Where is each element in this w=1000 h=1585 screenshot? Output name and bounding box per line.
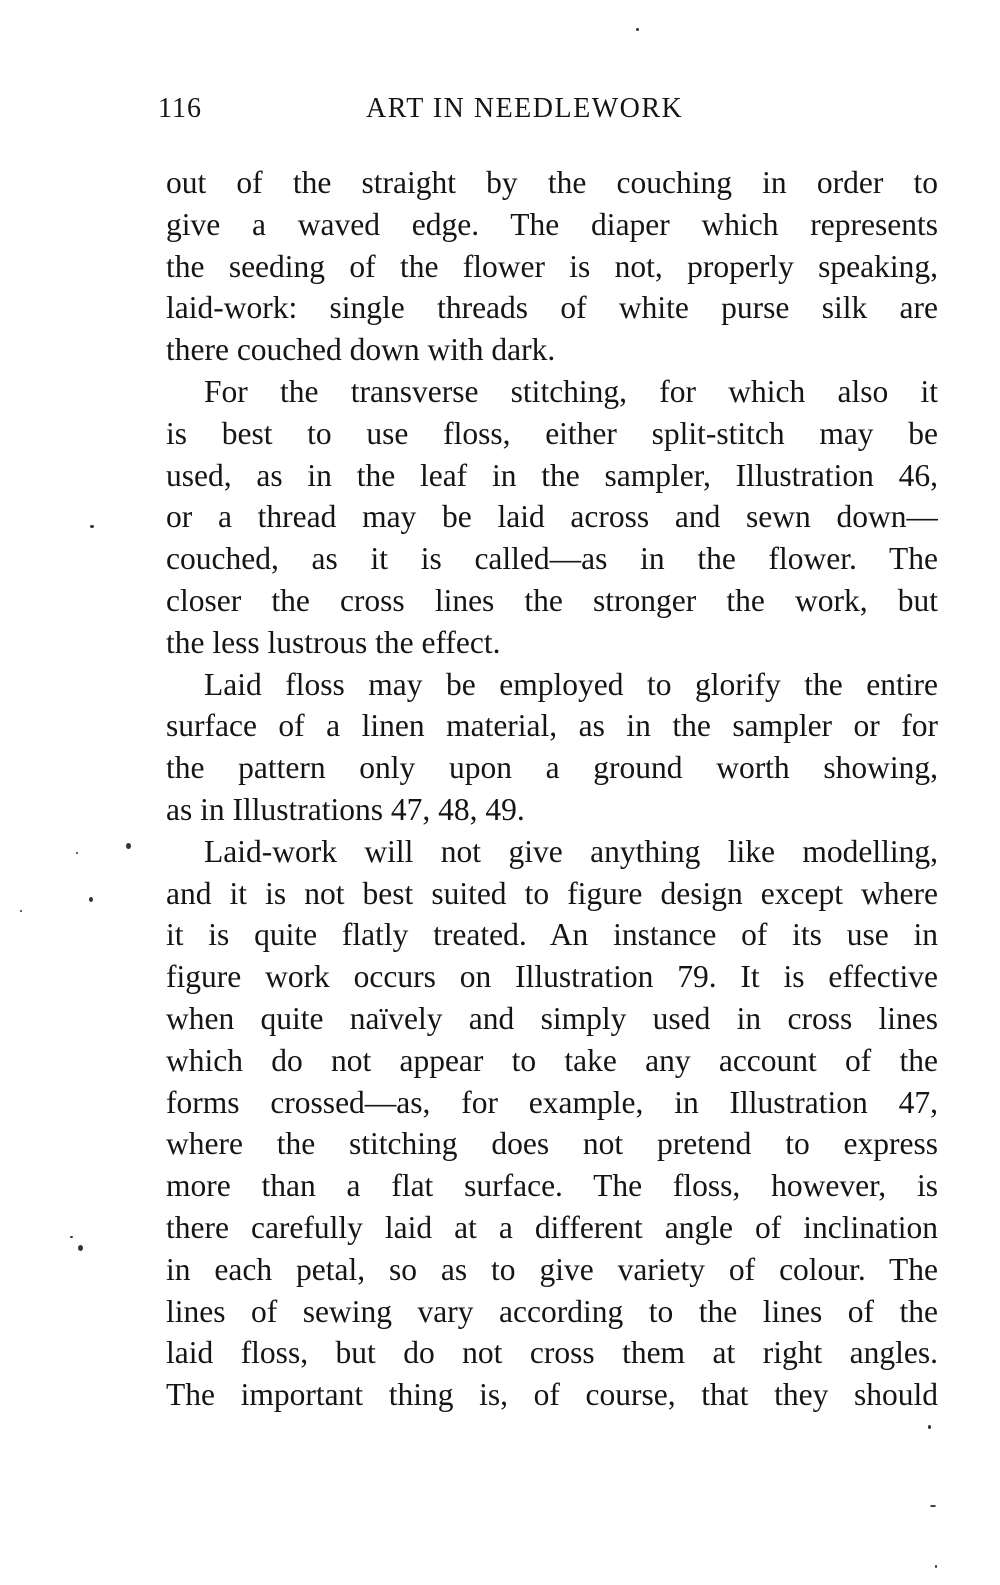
- text-line: is best to use floss, either split-stitch may be: [166, 415, 938, 451]
- text-line: more than a flat surface. The floss, however, is: [166, 1168, 938, 1204]
- text-line: couched, as it is called—as in the flower. The: [166, 541, 938, 577]
- running-head: [158, 93, 938, 133]
- scan-speck: [90, 525, 94, 528]
- scan-speck: [636, 28, 639, 31]
- scan-speck: [20, 910, 22, 912]
- text-line: give a waved edge. The diaper which represents: [166, 206, 938, 242]
- scan-speck: [76, 852, 78, 854]
- text-line: closer the cross lines the stronger the work, but: [166, 582, 938, 618]
- text-line: Laid-work will not give anything like modelling,: [204, 833, 938, 869]
- scan-speck: [78, 1245, 83, 1251]
- scan-speck: [935, 1565, 937, 1568]
- scan-speck: [928, 1425, 931, 1429]
- text-line: where the stitching does not pretend to express: [166, 1126, 938, 1162]
- text-line: forms crossed—as, for example, in Illustration 47,: [166, 1084, 938, 1120]
- text-line: which do not appear to take any account of the: [166, 1042, 938, 1078]
- text-line: there carefully laid at a different angle of inclination: [166, 1209, 938, 1245]
- text-line: there couched down with dark.: [166, 332, 556, 368]
- text-line: and it is not best suited to figure design except where: [166, 875, 938, 911]
- scan-speck: [930, 1505, 936, 1507]
- text-line: For the transverse stitching, for which also it: [204, 373, 938, 409]
- text-line: The important thing is, of course, that they should: [166, 1377, 938, 1413]
- running-title: ART IN NEEDLEWORK: [366, 93, 684, 124]
- text-line: used, as in the leaf in the sampler, Illustration 46,: [166, 457, 938, 493]
- text-line: laid floss, but do not cross them at right angles.: [166, 1335, 938, 1371]
- text-line: surface of a linen material, as in the sampler or for: [166, 708, 938, 744]
- scan-speck: [126, 843, 131, 849]
- text-line: when quite naïvely and simply used in cross lines: [166, 1000, 938, 1036]
- text-line: the pattern only upon a ground worth showing,: [166, 750, 938, 786]
- text-line: in each petal, so as to give variety of colour. The: [166, 1251, 938, 1287]
- text-line: out of the straight by the couching in order to: [166, 165, 938, 200]
- text-line: figure work occurs on Illustration 79. It is effective: [166, 959, 938, 995]
- text-line: it is quite flatly treated. An instance of its use in: [166, 917, 938, 953]
- text-line: as in Illustrations 47, 48, 49.: [166, 791, 525, 827]
- scan-speck: [70, 1236, 73, 1238]
- text-line: laid-work: single threads of white purse silk are: [166, 290, 938, 326]
- text-line: or a thread may be laid across and sewn down—: [166, 499, 938, 535]
- text-line: lines of sewing vary according to the lines of the: [166, 1293, 938, 1329]
- text-line: the less lustrous the effect.: [166, 624, 501, 660]
- body-text: [166, 162, 938, 1416]
- text-line: the seeding of the flower is not, properly speaking,: [166, 248, 938, 284]
- page-number: 116: [158, 93, 202, 124]
- scan-speck: [89, 897, 93, 902]
- text-line: Laid floss may be employed to glorify the entire: [204, 666, 938, 702]
